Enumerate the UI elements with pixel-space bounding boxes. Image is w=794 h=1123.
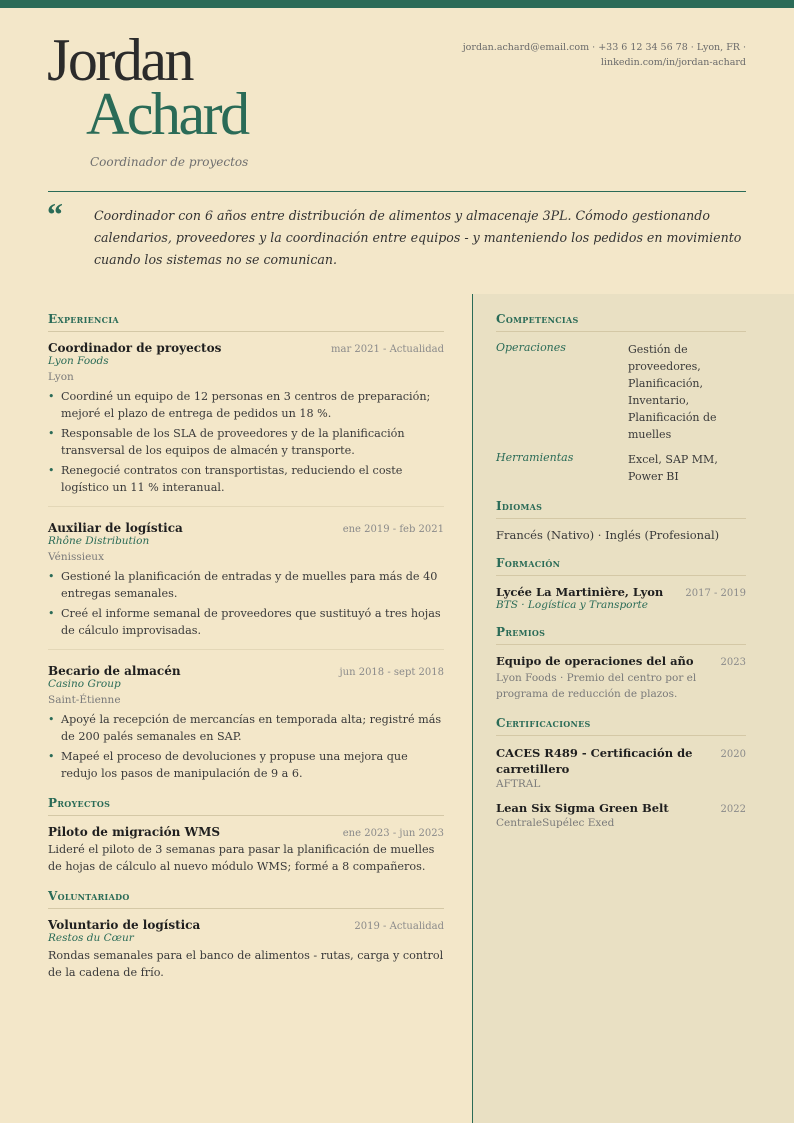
- languages-section: [496, 499, 746, 542]
- award-description: Lyon Foods · Premio del centro por el programa de reducción de plazos.: [496, 672, 697, 700]
- school-name: Lycée La Martinière, Lyon: [496, 585, 664, 599]
- sidebar-column: [496, 312, 746, 843]
- volunteer-dates: 2019 - Actualidad: [354, 921, 444, 932]
- contact-line[interactable]: jordan.achard@email.com · +33 6 12 34 56 78 · Lyon, FR ·: [462, 42, 746, 53]
- certification-entry: [496, 800, 746, 829]
- entry-divider: [48, 649, 444, 650]
- bullet-item: • Gestioné la planificación de entradas y de muelles para más de 40 entregas semanales.: [48, 568, 444, 602]
- skill-row: [496, 341, 746, 443]
- volunteer-title: Voluntario de logística: [48, 918, 201, 932]
- certification-name: CACES R489 - Certificación de carretillero: [496, 746, 693, 776]
- location: Vénissieux: [48, 551, 104, 563]
- education-section: [496, 556, 746, 611]
- main-column: [48, 312, 444, 995]
- certification-name: Lean Six Sigma Green Belt: [496, 801, 669, 815]
- volunteer-description: Rondas semanales para el banco de alimentos - rutas, carga y control de la cadena de frío.: [48, 949, 444, 979]
- job-title: Becario de almacén: [48, 664, 181, 678]
- job-entry: [48, 341, 444, 507]
- bullet-item: • Responsable de los SLA de proveedores y de la planificación transversal de los equipos de almacén y transporte.: [48, 425, 444, 459]
- job-role: Coordinador de proyectos: [90, 155, 249, 169]
- company: Rhône Distribution: [48, 535, 150, 547]
- bullet-item: • Apoyé la recepción de mercancías en temporada alta; registré más de 200 palés semanales en SAP.: [48, 711, 444, 745]
- award-name: Equipo de operaciones del año: [496, 654, 694, 668]
- project-dates: ene 2023 - jun 2023: [342, 828, 444, 839]
- section-title: Competencias: [496, 312, 746, 332]
- bullet-item: • Renegocié contratos con transportistas, reduciendo el coste logístico un 11 % interanual.: [48, 462, 444, 496]
- skills-section: [496, 312, 746, 485]
- location: Saint-Étienne: [48, 694, 121, 706]
- section-title: Formación: [496, 556, 746, 576]
- section-title: Premios: [496, 625, 746, 645]
- project-title: Piloto de migración WMS: [48, 825, 221, 839]
- certifications-section: [496, 716, 746, 829]
- linkedin-link[interactable]: linkedin.com/in/jordan-achard: [600, 57, 746, 68]
- job-title: Auxiliar de logística: [48, 521, 183, 535]
- job-title: Coordinador de proyectos: [48, 341, 222, 355]
- section-title: Voluntariado: [48, 889, 444, 909]
- certification-entry: [496, 745, 746, 790]
- job-entry: [48, 664, 444, 782]
- languages-list: Francés (Nativo) · Inglés (Profesional): [496, 528, 720, 542]
- experience-section: [48, 312, 444, 782]
- company: Lyon Foods: [48, 355, 109, 367]
- job-dates: ene 2019 - feb 2021: [342, 524, 444, 535]
- quote-icon: “: [47, 196, 63, 232]
- certification-issuer: CentraleSupélec Exed: [496, 817, 615, 829]
- projects-section: [48, 796, 444, 875]
- bullet-item: • Creé el informe semanal de proveedores que sustituyó a tres hojas de cálculo improvisadas.: [48, 605, 444, 639]
- certification-issuer: AFTRAL: [496, 778, 541, 790]
- bullet-list: [48, 711, 444, 782]
- certification-year: 2022: [720, 804, 746, 815]
- top-accent-bar: [0, 0, 794, 8]
- header-divider: [48, 191, 746, 192]
- job-dates: jun 2018 - sept 2018: [339, 667, 444, 678]
- job-dates: mar 2021 - Actualidad: [331, 344, 444, 355]
- section-title: Idiomas: [496, 499, 746, 519]
- section-title: Certificaciones: [496, 716, 746, 736]
- skill-values: Excel, SAP MM, Power BI: [628, 453, 718, 483]
- skill-category: Herramientas: [496, 451, 574, 464]
- section-title: Experiencia: [48, 312, 444, 332]
- awards-section: [496, 625, 746, 702]
- entry-divider: [48, 506, 444, 507]
- location: Lyon: [48, 371, 74, 383]
- name-first: Jordan: [47, 27, 192, 93]
- bullet-list: [48, 388, 444, 496]
- job-entry: [48, 521, 444, 650]
- company: Casino Group: [48, 678, 121, 690]
- certification-year: 2020: [720, 749, 746, 760]
- name-last: Achard: [86, 81, 248, 147]
- summary: Coordinador con 6 años entre distribución de alimentos y almacenaje 3PL. Cómodo gestionando calendarios, proveedores y la coordinación entre equipos - y manteniendo los pedidos en movimiento cuando los sistemas no se comunican.: [94, 208, 742, 267]
- bullet-item: • Coordiné un equipo de 12 personas en 3 centros de preparación; mejoré el plazo de entrega de pedidos un 18 %.: [48, 388, 444, 422]
- bullet-item: • Mapeé el proceso de devoluciones y propuse una mejora que redujo los pasos de manipulación de 9 a 6.: [48, 748, 444, 782]
- section-title: Proyectos: [48, 796, 444, 816]
- degree: BTS · Logística y Transporte: [496, 599, 648, 611]
- skill-values: Gestión de proveedores, Planificación, Inventario, Planificación de muelles: [628, 343, 717, 441]
- education-dates: 2017 - 2019: [685, 588, 746, 599]
- award-year: 2023: [720, 657, 746, 668]
- skill-category: Operaciones: [496, 341, 566, 354]
- volunteer-organization: Restos du Cœur: [48, 932, 134, 944]
- volunteering-section: [48, 889, 444, 981]
- project-description: Lideré el piloto de 3 semanas para pasar la planificación de muelles de hojas de cálculo al nuevo módulo WMS; formé a 8 compañeros.: [48, 843, 435, 873]
- bullet-list: [48, 568, 444, 639]
- skill-row: [496, 451, 746, 485]
- column-divider: [472, 294, 473, 1123]
- contact-info: [416, 40, 746, 70]
